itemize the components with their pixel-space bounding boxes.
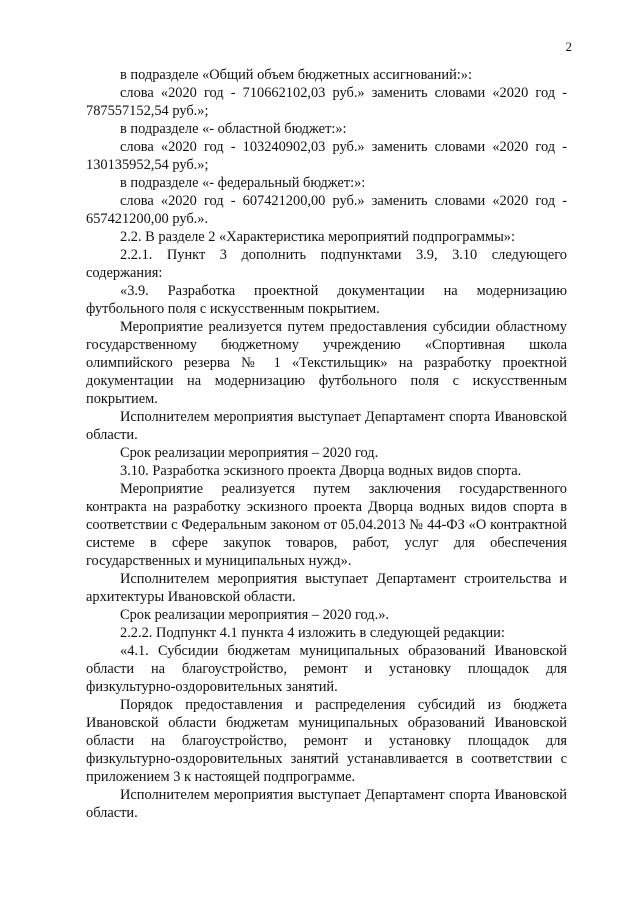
- paragraph: слова «2020 год - 103240902,03 руб.» заменить словами «2020 год - 130135952,54 руб.»;: [86, 139, 567, 173]
- paragraph: Срок реализации мероприятия – 2020 год.: [120, 445, 379, 461]
- document-body: [86, 66, 567, 822]
- paragraph: «4.1. Субсидии бюджетам муниципальных образований Ивановской области на благоустройство, ремонт и установку площадок для физкультурно-оздоровительных занятий.: [86, 643, 567, 695]
- paragraph: Мероприятие реализуется путем предоставления субсидии областному государственному бюджетному учреждению «Спортивная школа олимпийского резерва № 1 «Текстильщик» на разработку проектной документации на модернизацию футбольного поля с искусственным покрытием.: [86, 319, 567, 407]
- paragraph: Срок реализации мероприятия – 2020 год.».: [120, 607, 390, 623]
- paragraph: 3.10. Разработка эскизного проекта Дворца водных видов спорта.: [120, 463, 522, 479]
- paragraph: «3.9. Разработка проектной документации на модернизацию футбольного поля с искусственным покрытием.: [86, 283, 567, 317]
- paragraph: 2.2.1. Пункт 3 дополнить подпунктами 3.9, 3.10 следующего содержания:: [86, 247, 567, 281]
- paragraph: Мероприятие реализуется путем заключения государственного контракта на разработку эскизного проекта Дворца водных видов спорта в соответствии с Федеральным законом от 05.04.2013 № 44-ФЗ «О контрактной системе в сфере закупок товаров, работ, услуг для обеспечения государственных и муниципальных нужд».: [86, 481, 567, 569]
- paragraph: слова «2020 год - 607421200,00 руб.» заменить словами «2020 год - 657421200,00 руб.».: [86, 193, 567, 227]
- paragraph: 2.2. В разделе 2 «Характеристика мероприятий подпрограммы»:: [120, 229, 515, 245]
- paragraph: в подразделе «- областной бюджет:»:: [120, 121, 347, 137]
- paragraph: Исполнителем мероприятия выступает Департамент спорта Ивановской области.: [86, 409, 567, 443]
- paragraph: слова «2020 год - 710662102,03 руб.» заменить словами «2020 год - 787557152,54 руб.»;: [86, 85, 567, 119]
- paragraph: 2.2.2. Подпункт 4.1 пункта 4 изложить в следующей редакции:: [120, 625, 505, 641]
- paragraph: Порядок предоставления и распределения субсидий из бюджета Ивановской области бюджетам муниципальных образований Ивановской области на благоустройство, ремонт и установку площадок для физкультурно-оздоровительных занятий устанавливается в соответствии с приложением 3 к настоящей подпрограмме.: [86, 697, 567, 785]
- paragraph: Исполнителем мероприятия выступает Департамент спорта Ивановской области.: [86, 787, 567, 821]
- page-number: 2: [565, 39, 572, 54]
- paragraph: в подразделе «Общий объем бюджетных ассигнований:»:: [120, 67, 472, 83]
- paragraph: в подразделе «- федеральный бюджет:»:: [120, 175, 366, 191]
- paragraph: Исполнителем мероприятия выступает Департамент строительства и архитектуры Ивановской области.: [86, 571, 567, 605]
